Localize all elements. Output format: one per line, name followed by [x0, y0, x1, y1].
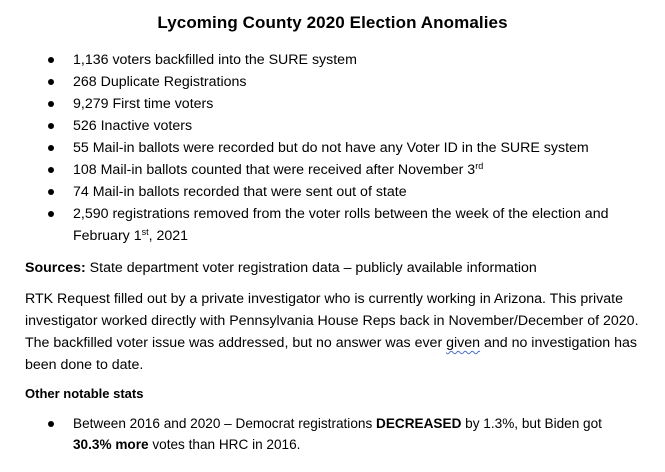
- sources-paragraph: [25, 257, 650, 279]
- bullet-icon: [48, 101, 54, 107]
- list-item-text: 9,279 First time voters: [73, 96, 214, 112]
- list-item: [44, 115, 654, 137]
- document-title: Lycoming County 2020 Election Anomalies: [157, 13, 508, 32]
- list-item: [44, 137, 654, 159]
- flagged-word: given: [446, 335, 481, 351]
- list-item-text: 268 Duplicate Registrations: [73, 74, 247, 90]
- sources-label: Sources:: [25, 260, 86, 276]
- stat-text: by 1.3%, but Biden got: [461, 416, 602, 431]
- stat-emphasis: 30.3% more: [73, 437, 149, 452]
- bullet-icon: [48, 189, 54, 195]
- list-item-text: 55 Mail-in ballots were recorded but do not have any Voter ID in the SURE system: [73, 140, 589, 156]
- bullet-icon: [48, 123, 54, 129]
- list-item-text: 74 Mail-in ballots recorded that were sent out of state: [73, 184, 407, 200]
- list-item: [44, 181, 654, 203]
- list-item: [44, 71, 654, 93]
- list-item: [44, 203, 654, 247]
- list-item-text: 526 Inactive voters: [73, 118, 193, 134]
- rtk-text-tail: and no investigation has been done to date.: [25, 335, 637, 373]
- list-item: [44, 93, 654, 115]
- rtk-paragraph: [25, 288, 650, 376]
- list-item-text: 108 Mail-in ballots counted that were received after November 3: [73, 162, 476, 178]
- rtk-text: RTK Request filled out by a private investigator who is currently working in Arizona. This private investigator worked directly with Pennsylvania House Reps back in November/December of 2020. The backfilled voter issue was addressed, but no answer was ever: [25, 291, 639, 351]
- anomalies-list: [44, 49, 654, 247]
- bullet-icon: [48, 145, 54, 151]
- bullet-icon: [48, 167, 54, 173]
- stat-text: votes than HRC in 2016.: [148, 437, 301, 452]
- other-stats-heading: Other notable stats: [25, 386, 144, 401]
- sources-text: State department voter registration data – publicly available information: [85, 260, 537, 276]
- bullet-icon: [48, 421, 54, 427]
- notable-stats-list: [44, 413, 654, 455]
- stat-text: Between 2016 and 2020 – Democrat registrations: [73, 416, 377, 431]
- list-item-text: 2,590 registrations removed from the voter rolls between the week of the election and February 1: [73, 206, 609, 244]
- list-item: [44, 413, 654, 455]
- bullet-icon: [48, 79, 54, 85]
- ordinal-suffix: st: [141, 227, 149, 237]
- list-item: [44, 49, 654, 71]
- list-item-text-tail: , 2021: [148, 228, 189, 244]
- bullet-icon: [48, 57, 54, 63]
- list-item: [44, 159, 654, 181]
- ordinal-suffix: rd: [475, 161, 484, 171]
- stat-emphasis: DECREASED: [376, 416, 462, 431]
- bullet-icon: [48, 211, 54, 217]
- list-item-text: 1,136 voters backfilled into the SURE system: [73, 52, 357, 68]
